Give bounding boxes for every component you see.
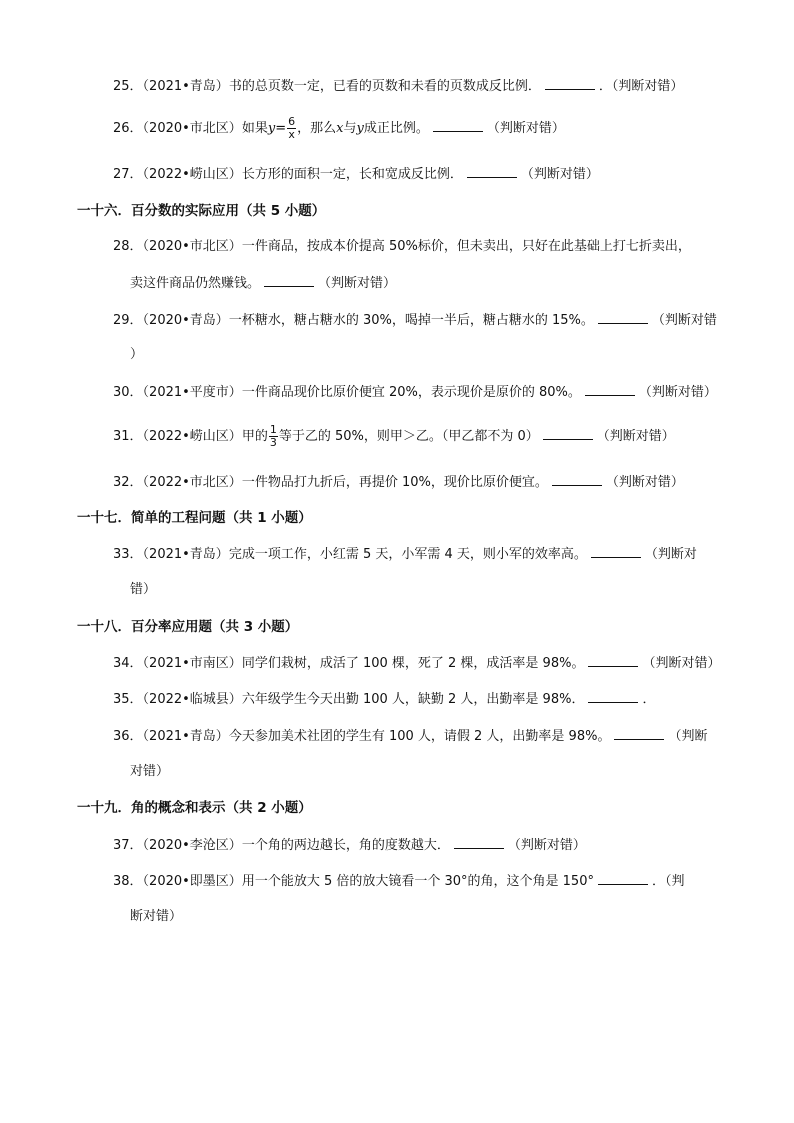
question-tail: （判断对错） [596,429,675,444]
question-tail: （判断对错） [520,167,599,182]
question-number: 36． [113,729,143,744]
question-36-continued [130,763,169,781]
question-tail: （判断对错） [638,385,717,400]
question-text: 同学们栽树，成活了 100 棵，死了 2 棵，成活率是 98%。 [241,656,585,671]
question-tail: 错） [130,582,157,597]
question-tail: （判断对错） [605,475,684,490]
question-tail: ） [130,347,144,362]
question-text: 成正比例。 [363,121,429,136]
variable-y: y [356,121,364,136]
question-tail: ．（判断对错） [598,79,684,94]
answer-blank[interactable] [543,427,593,440]
question-28 [113,238,691,256]
answer-blank[interactable] [552,473,602,486]
question-text: 完成一项工作，小红需 5 天，小军需 4 天，则小军的效率高。 [228,547,587,562]
fraction-denominator: 3 [269,436,277,449]
question-text: 一件商品现价比原价便宜 20%，表示现价是原价的 80%。 [241,385,581,400]
question-text: 与 [343,121,357,136]
question-number: 37． [113,838,143,853]
answer-blank[interactable] [454,836,504,849]
question-text: 卖这件商品仍然赚钱。 [130,276,261,291]
question-source: （2021•市南区） [142,656,242,671]
question-text: 今天参加美术社团的学生有 100 人，请假 2 人，出勤率是 98%。 [228,729,611,744]
answer-blank[interactable] [264,274,314,287]
question-number: 29． [113,313,143,328]
question-tail: （判断对错 [651,313,717,328]
question-tail: 断对错） [130,909,183,924]
question-source: （2020•即墨区） [142,874,242,889]
question-tail: ． [642,692,656,707]
question-38-continued [130,908,182,926]
question-text: 一件物品打九折后，再提价 10%，现价比原价便宜。 [241,475,548,490]
question-source: （2022•临城县） [142,692,242,707]
answer-blank[interactable] [433,119,483,132]
answer-blank[interactable] [591,545,641,558]
question-source: （2021•青岛） [142,79,229,94]
question-tail: （判断 [668,729,708,744]
question-source: （2022•崂山区） [142,429,242,444]
question-number: 28． [113,239,143,254]
answer-blank[interactable] [588,690,638,703]
answer-blank[interactable] [598,872,648,885]
question-text: 一杯糖水，糖占糖水的 30%，喝掉一半后，糖占糖水的 15%。 [228,313,594,328]
question-34 [113,654,720,673]
question-source: （2020•青岛） [142,313,229,328]
question-tail: 对错） [130,764,170,779]
fraction [287,116,296,141]
question-source: （2022•崂山区） [142,167,242,182]
question-30 [113,383,717,402]
section-heading-18: 一十八．百分率应用题（共 3 小题） [77,619,299,635]
question-29-continued [130,346,143,364]
question-number: 26． [113,121,143,136]
fraction-denominator: x [288,128,295,141]
question-tail: ．（判 [651,874,685,889]
question-source: （2020•市北区） [142,239,242,254]
fraction-numerator: 1 [269,423,277,436]
section-heading-17: 一十七．简单的工程问题（共 1 小题） [77,510,312,526]
section-heading-19: 一十九．角的概念和表示（共 2 小题） [77,800,312,816]
question-text: ，那么 [297,121,337,136]
question-text: 书的总页数一定，已看的页数和未看的页数成反比例． [228,79,541,94]
answer-blank[interactable] [598,311,648,324]
question-number: 32． [113,475,143,490]
question-source: （2020•市北区） [142,121,242,136]
question-tail: （判断对错） [318,276,397,291]
question-33-continued [130,581,156,599]
question-source: （2020•李沧区） [142,838,242,853]
question-number: 38． [113,874,143,889]
question-33 [113,545,697,564]
question-35 [113,690,655,709]
question-29 [113,311,717,330]
variable-y: y [267,121,276,136]
question-32 [113,473,684,492]
question-tail: （判断对 [644,547,697,562]
answer-blank[interactable] [467,165,517,178]
variable-x: x [336,121,344,136]
answer-blank[interactable] [614,727,664,740]
question-text: 长方形的面积一定，长和宽成反比例． [241,167,463,182]
question-37 [113,836,586,855]
question-number: 31． [113,429,143,444]
question-source: （2021•平度市） [142,385,242,400]
question-36 [113,727,707,746]
question-source: （2022•市北区） [142,475,242,490]
question-text: 如果 [241,121,268,136]
question-26 [113,116,565,141]
fraction-numerator: 6 [288,115,296,128]
answer-blank[interactable] [585,383,635,396]
question-tail: （判断对错） [642,656,721,671]
question-31 [113,424,675,449]
answer-blank[interactable] [545,77,595,90]
question-text: 用一个能放大 5 倍的放大镜看一个 30°的角，这个角是 150° [241,874,594,889]
answer-blank[interactable] [588,654,638,667]
question-28-continued [130,274,396,293]
question-text: 六年级学生今天出勤 100 人，缺勤 2 人，出勤率是 98%． [241,692,585,707]
section-heading-16: 一十六．百分数的实际应用（共 5 小题） [77,203,326,219]
question-38 [113,872,684,891]
question-tail: （判断对错） [486,121,565,136]
question-25 [113,77,683,96]
question-number: 34． [113,656,143,671]
question-number: 30． [113,385,143,400]
question-number: 25． [113,79,143,94]
question-source: （2021•青岛） [142,547,229,562]
question-tail: （判断对错） [507,838,586,853]
question-number: 35． [113,692,143,707]
question-source: （2021•青岛） [142,729,229,744]
question-27 [113,165,599,184]
question-number: 33． [113,547,143,562]
question-number: 27． [113,167,143,182]
question-text: 一个角的两边越长，角的度数越大． [241,838,450,853]
question-text: 一件商品，按成本价提高 50%标价，但未卖出，只好在此基础上打七折卖出， [241,239,691,254]
equals-sign: = [275,121,287,136]
question-text: 甲的 [241,429,268,444]
question-text: 等于乙的 50%，则甲＞乙。（甲乙都不为 0） [278,429,539,444]
fraction [269,424,278,449]
